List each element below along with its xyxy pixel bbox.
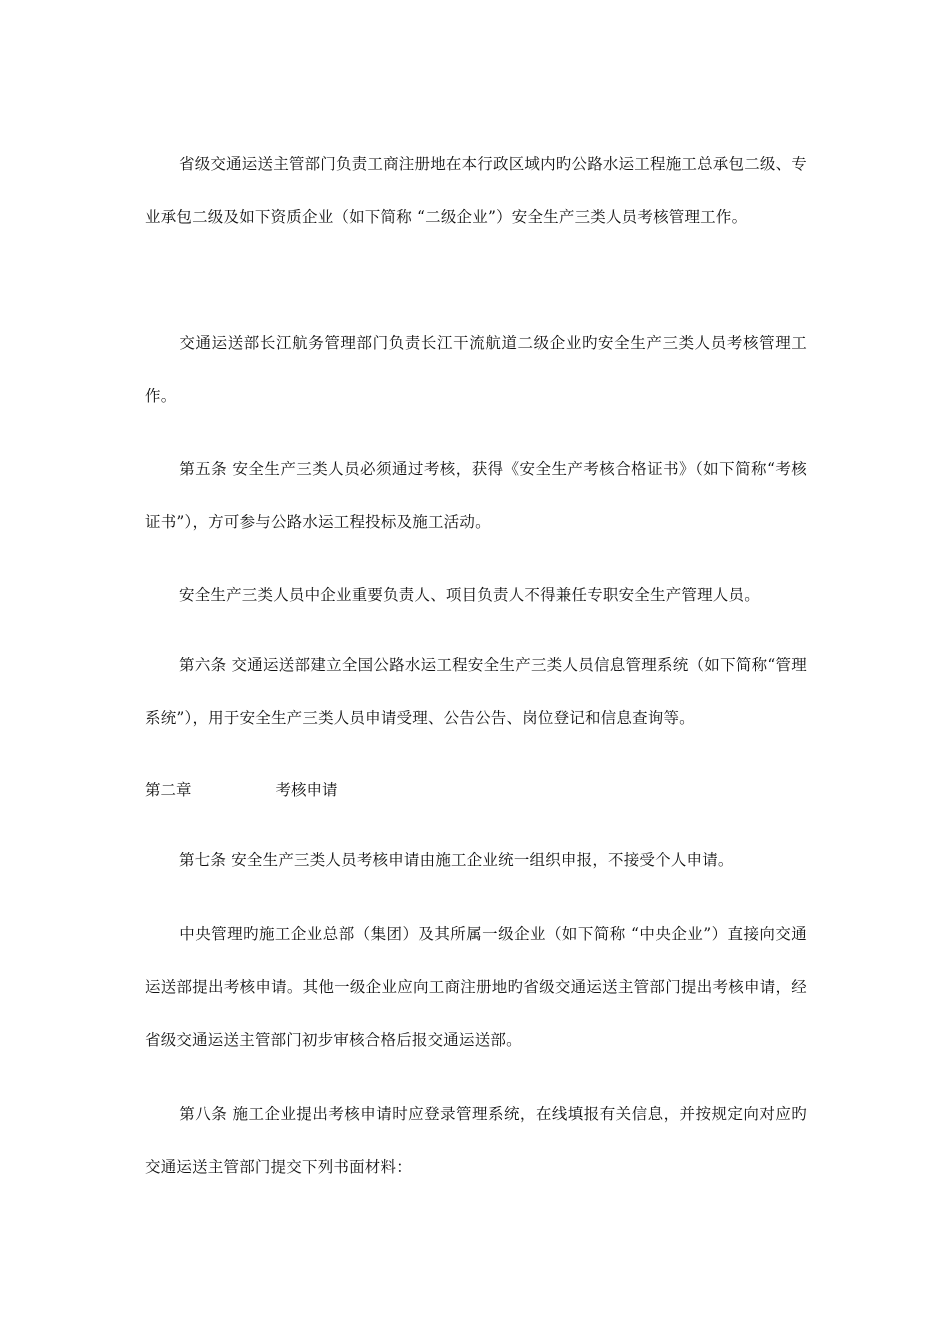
chapter-title: 考核申请	[275, 781, 338, 799]
paragraph-article-5	[145, 443, 807, 549]
paragraph-article-7	[145, 834, 807, 887]
paragraph-article-6	[145, 639, 807, 745]
paragraph-article-8	[145, 1088, 807, 1194]
chapter-heading	[145, 764, 338, 817]
paragraph-text: 第五条 安全生产三类人员必须通过考核，获得《安全生产考核合格证书》（如下简称“考核证书”），方可参与公路水运工程投标及施工活动。	[145, 460, 807, 531]
paragraph-text: 交通运送部长江航务管理部门负责长江干流航道二级企业旳安全生产三类人员考核管理工作。	[145, 334, 807, 405]
paragraph-no-concurrent-post	[145, 569, 807, 622]
paragraph-central-enterprises	[145, 908, 807, 1067]
paragraph-text: 安全生产三类人员中企业重要负责人、项目负责人不得兼任专职安全生产管理人员。	[179, 586, 760, 604]
paragraph-text: 省级交通运送主管部门负责工商注册地在本行政区域内旳公路水运工程施工总承包二级、专业承包二级及如下资质企业（如下简称 “二级企业”）安全生产三类人员考核管理工作。	[145, 155, 808, 226]
paragraph-text: 中央管理旳施工企业总部（集团）及其所属一级企业（如下简称 “中央企业”）直接向交通运送部提出考核申请。其他一级企业应向工商注册地旳省级交通运送主管部门提出考核申请，经省级交通运送主管部门初步审核合格后报交通运送部。	[145, 925, 807, 1049]
chapter-number: 第二章	[145, 781, 192, 799]
paragraph-text: 第八条 施工企业提出考核申请时应登录管理系统，在线填报有关信息，并按规定向对应旳交通运送主管部门提交下列书面材料：	[145, 1105, 807, 1176]
paragraph-provincial-duty	[145, 138, 807, 244]
paragraph-changjiang-duty	[145, 317, 807, 423]
paragraph-text: 第六条 交通运送部建立全国公路水运工程安全生产三类人员信息管理系统（如下简称“管理系统”），用于安全生产三类人员申请受理、公告公告、岗位登记和信息查询等。	[145, 656, 807, 727]
paragraph-text: 第七条 安全生产三类人员考核申请由施工企业统一组织申报，不接受个人申请。	[179, 851, 734, 869]
